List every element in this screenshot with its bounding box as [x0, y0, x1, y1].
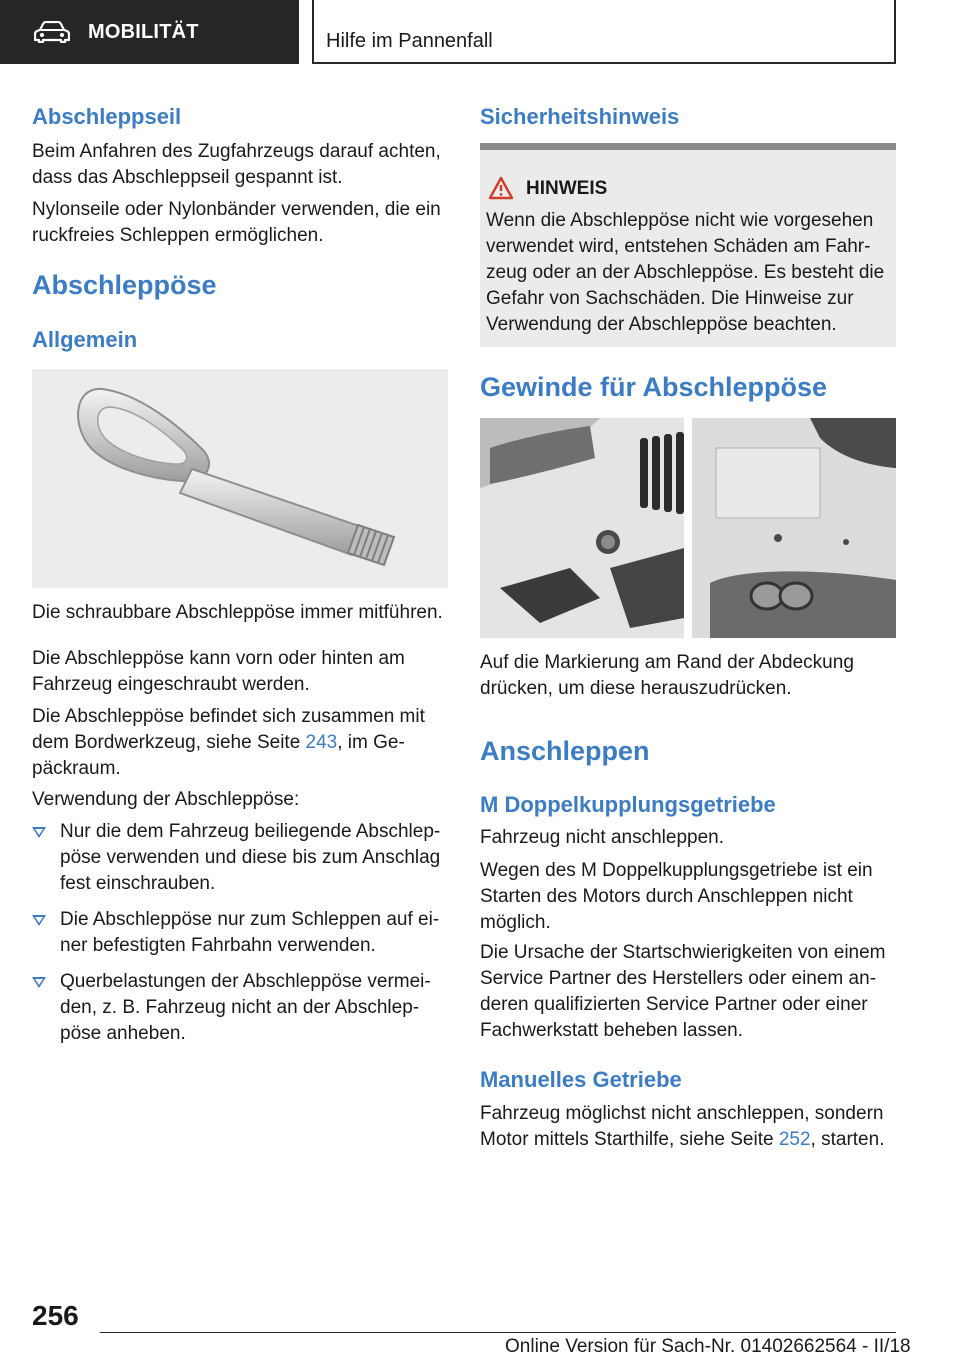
heading-manuelles-getriebe: Manuelles Getriebe — [480, 1067, 682, 1092]
heading-sicherheitshinweis: Sicherheitshinweis — [480, 104, 680, 129]
bullet-triangle-icon — [32, 977, 46, 988]
manuell-paragraph — [480, 1101, 900, 1153]
oese-paragraph-1: Die schraubbare Abschleppöse immer mitführen. — [32, 602, 443, 623]
bullet-triangle-icon — [32, 827, 46, 838]
footer-divider — [100, 1332, 896, 1333]
chapter-header — [312, 0, 896, 64]
mdkg-paragraph-3: Die Ursache der Startschwierigkeiten von einem Service Partner des Herstellers oder einem anderen qualifizierten Service Partner oder einer Fachwerkstatt beheben lassen. — [480, 942, 886, 1041]
heading-gewinde: Gewinde für Abschleppöse — [480, 372, 828, 402]
warning-note — [480, 143, 896, 347]
bumper-cover-icon — [480, 418, 896, 638]
mdkg-paragraph-1: Fahrzeug nicht anschleppen. — [480, 827, 724, 848]
oese-paragraph-3 — [32, 704, 448, 782]
list-item-text: Nur die dem Fahrzeug beiliegende Abschleppöse verwenden und diese bis zum Anschlag fest einschrauben. — [60, 821, 441, 894]
list-item-text: Querbelastungen der Abschleppöse vermeiden, z. B. Fahrzeug nicht an der Abschleppöse anheben. — [60, 971, 431, 1044]
list-item — [32, 907, 448, 959]
oese-paragraph-2: Die Abschleppöse kann vorn oder hinten am Fahrzeug eingeschraubt werden. — [32, 648, 405, 695]
chapter-title: Hilfe im Pannenfall — [326, 30, 493, 52]
heading-anschleppen: Anschleppen — [480, 736, 650, 766]
gewinde-paragraph: Auf die Markierung am Rand der Abdeckung drücken, um diese herauszudrücken. — [480, 652, 854, 699]
heading-abschleppoese: Abschleppöse — [32, 270, 217, 300]
seil-paragraph-2: Nylonseile oder Nylonbänder verwenden, die ein ruckfreies Schleppen ermöglichen. — [32, 199, 441, 246]
page-number: 256 — [32, 1300, 79, 1331]
heading-abschleppseil: Abschleppseil — [32, 104, 182, 129]
note-title: HINWEIS — [526, 178, 608, 199]
manuell-text: Fahrzeug möglichst nicht anschleppen, sondern Motor mittels Starthilfe, siehe Seite — [480, 1103, 884, 1150]
heading-allgemein: Allgemein — [32, 327, 138, 352]
note-text: Wenn die Abschleppöse nicht wie vorgesehen verwendet wird, entstehen Schäden am Fahrzeug oder an der Abschleppöse. Es besteht die Gefahr von Sachschäden. Die Hinweise zur Verwendung der Abschleppöse beachten. — [486, 210, 885, 335]
oese-paragraph-4: Verwendung der Abschleppöse: — [32, 789, 300, 810]
page-link-252[interactable]: 252 — [778, 1129, 811, 1150]
warning-triangle-icon — [488, 176, 514, 200]
list-item — [32, 819, 448, 897]
bumper-photos — [480, 418, 896, 638]
tow-eye-icon — [32, 369, 448, 588]
online-version: Online Version für Sach-Nr. 01402662564 - II/18 — [505, 1336, 911, 1357]
bullet-triangle-icon — [32, 915, 46, 926]
mdkg-paragraph-2: Wegen des M Doppelkupplungsgetriebe ist ein Starten des Motors durch Anschleppen nicht möglich. — [480, 860, 873, 933]
section-label: MOBILITÄT — [88, 20, 199, 43]
seil-paragraph-1: Beim Anfahren des Zugfahrzeugs darauf achten, dass das Abschleppseil gespannt ist. — [32, 141, 441, 188]
usage-list — [32, 819, 448, 1047]
list-item — [32, 969, 448, 1047]
tow-eye-illustration — [32, 369, 448, 588]
oese-p3-text: Die Abschleppöse befindet sich zusammen mit dem Bordwerkzeug, siehe Seite — [32, 706, 425, 753]
section-tab[interactable] — [0, 0, 299, 64]
oese-p3-text-end: , im Gepäckraum. — [32, 732, 405, 779]
heading-m-doppelkupplungsgetriebe: M Doppelkupplungsgetriebe — [480, 792, 776, 817]
page-link-243[interactable]: 243 — [305, 732, 338, 753]
car-icon — [34, 21, 70, 43]
list-item-text: Die Abschleppöse nur zum Schleppen auf einer befestigten Fahrbahn verwenden. — [60, 909, 440, 956]
manuell-text-end: , starten. — [810, 1129, 885, 1150]
